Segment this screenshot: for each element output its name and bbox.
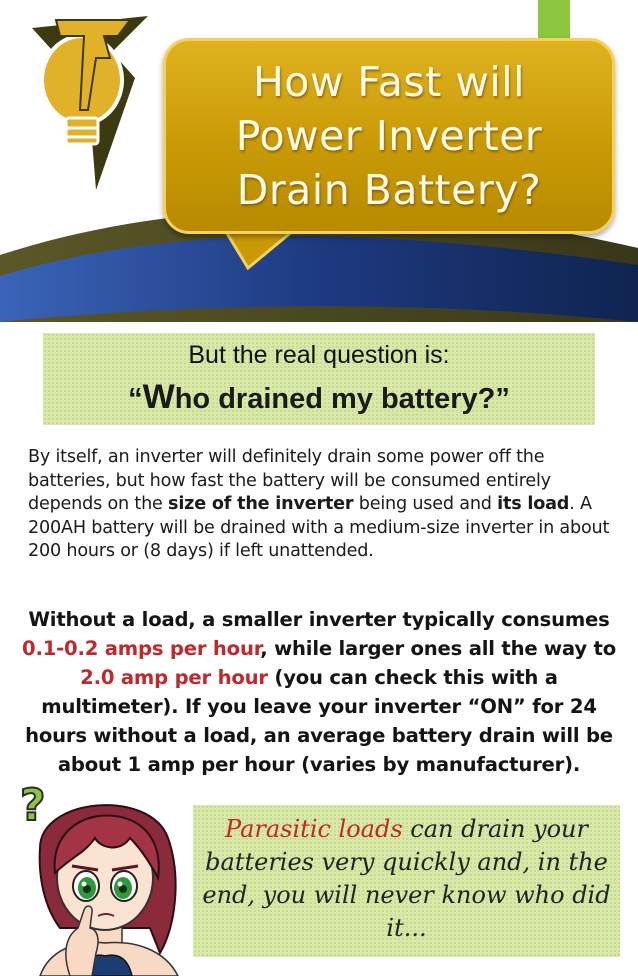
question-rest: ho drained my battery?”	[174, 383, 510, 415]
para2-red-small: 0.1-0.2 amps per hour	[22, 637, 261, 660]
logo-icon	[32, 16, 148, 190]
header-graphic	[0, 0, 638, 322]
title-line-2: Power Inverter	[235, 112, 543, 160]
bubble-text: can drain your batteries very quickly and, in the end, you will never know who did it...	[202, 815, 611, 942]
thinking-girl-illustration	[0, 778, 200, 976]
question-box	[43, 333, 595, 425]
question-intro: But the real question is:	[188, 341, 450, 369]
intro-paragraph	[28, 446, 618, 564]
parasitic-loads-note	[193, 805, 620, 957]
title-line-3: Drain Battery?	[236, 166, 542, 214]
para1-bold-load: its load	[497, 494, 570, 514]
para2-red-large: 2.0 amp per hour	[80, 666, 268, 689]
para2-text-3: (you can check this with a multimeter). If you leave your inverter “ON” for 24 hours without a load, an average battery drain will be about 1 amp per hour (varies by manufacturer).	[25, 666, 613, 776]
para1-bold-size: size of the inverter	[168, 494, 354, 514]
bubble-red-phrase: Parasitic loads	[225, 815, 403, 843]
green-accent-bar	[538, 0, 570, 40]
title-line-1: How Fast will	[252, 58, 526, 106]
load-paragraph	[14, 605, 624, 779]
title-box	[163, 38, 615, 234]
para1-text-3: . A 200AH battery will be drained with a medium-size inverter in about 200 hours or (8 days) if left unattended.	[28, 494, 610, 561]
question-initial: W	[142, 378, 175, 416]
question-open-quote: “	[128, 383, 143, 415]
question-mark-icon: ?	[20, 780, 46, 831]
question-headline	[43, 378, 595, 417]
para2-text-2: , while larger ones all the way to	[260, 637, 616, 660]
page-title	[236, 55, 543, 217]
para1-text-2: being used and	[353, 494, 498, 514]
para2-text-1: Without a load, a smaller inverter typically consumes	[28, 608, 610, 631]
para1-text-1: By itself, an inverter will definitely drain some power off the batteries, but how fast the battery will be consumed entirely depends on the	[28, 447, 551, 514]
